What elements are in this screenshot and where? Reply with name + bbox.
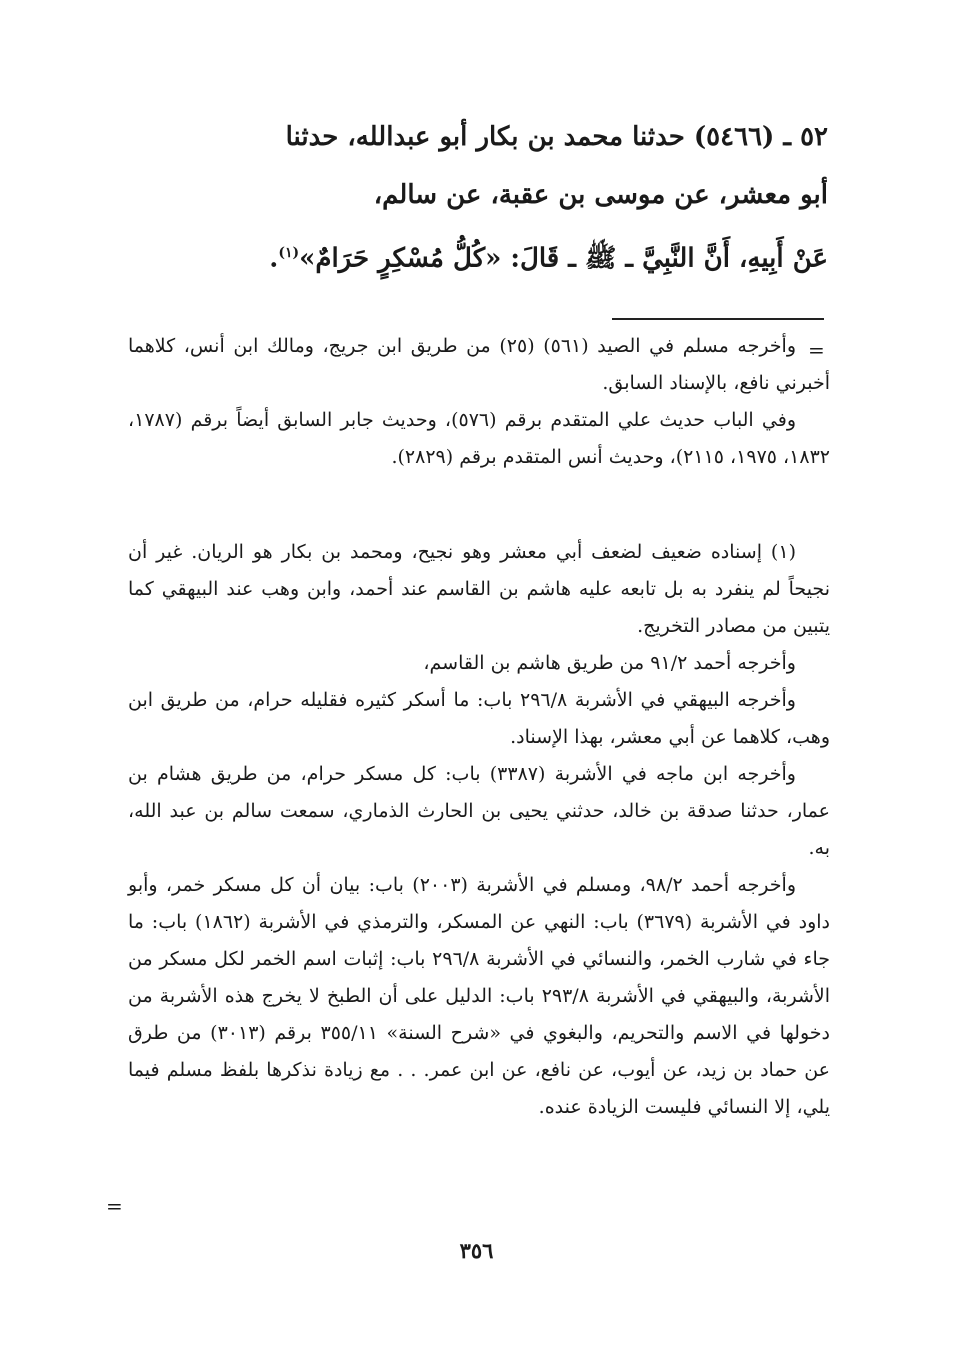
hadith-end-period: . (269, 243, 279, 274)
footnote-paragraph: وأخرجه أحمد ٩٨/٢، ومسلم في الأشربة (٢٠٠٣) باب: بيان أن كل مسكر خمر، وأبو داود في الأشربة (٣٦٧٩) باب: النهي عن المسكر، والترمذي في الأشربة (١٨٦٢) باب: ما جاء في شارب الخمر، والنسائي في الأشربة ٢٩٦/٨ باب: إثبات اسم الخمر لكل مسكر من الأشربة، والبيهقي في الأشربة ٢٩٣/٨ باب: الدليل على أن الطبخ لا يخرج هذه الأشربة من دخولها في الاسم والتحريم، والبغوي في «شرح السنة» ٣٥٥/١١ برقم (٣٠١٣) من طرق عن حماد بن زيد، عن أيوب، عن نافع، عن ابن عمر. . . مع زيادة نذكرها بلفظ مسلم فيما يلي، إلا النسائي فليست الزيادة عنده. (128, 874, 830, 1118)
hadith-line-3 (128, 224, 828, 288)
footnote-paragraph: وفي الباب حديث علي المتقدم برقم (٥٧٦)، وحديث جابر السابق أيضاً برقم (١٧٨٧، ١٨٣٢، ١٩٧٥، ٢١١٥)، وحديث أنس المتقدم برقم (٢٨٢٩). (128, 409, 830, 468)
footnote-1 (128, 534, 830, 1126)
footnote-paragraph: وأخرجه البيهقي في الأشربة ٢٩٦/٨ باب: ما أسكر كثيره فقليله حرام، من طريق ابن وهب، كلاهما عن أبي معشر، بهذا الإسناد. (128, 689, 830, 748)
footnote-separator (612, 318, 824, 320)
hadith-line-2: أبو معشر، عن موسى بن عقبة، عن سالم، (373, 180, 828, 210)
footnote-reference: (١) (278, 245, 300, 261)
footnotes-continued (128, 328, 830, 476)
footnote-paragraph: (١) إسناده ضعيف لضعف أبي معشر وهو نجيح، ومحمد بن بكار هو الريان. غير أن نجيحاً لم ينفرد به بل تابعه عليه هاشم بن القاسم عند أحمد، وابن وهب عند البيهقي كما يتبين من مصادر التخريج. (128, 541, 830, 637)
hadith-line-1: ٥٢ ـ (٥٤٦٦) حدثنا محمد بن بكار أبو عبدالله، حدثنا (285, 122, 828, 152)
footnote-paragraph: وأخرجه أحمد ٩١/٢ من طريق هاشم بن القاسم، (423, 652, 796, 674)
footnote-paragraph: وأخرجه مسلم في الصيد (٥٦١) (٢٥) من طريق ابن جريج، ومالك ابن أنس، كلاهما أخبرني نافع، بالإسناد السابق. (128, 335, 830, 394)
footnote-paragraph: وأخرجه ابن ماجه في الأشربة (٣٣٨٧) باب: كل مسكر حرام، من طريق هشام بن عمار، حدثنا صدقة بن خالد، حدثني يحيى بن الحارث الذماري، سمعت سالم بن عبد الله، به. (128, 763, 830, 859)
hadith-matn: عَنْ أَبِيهِ، أَنَّ النَّبِيَّ ـ ﷺ ـ قَالَ: «كُلُّ مُسْكِرٍ حَرَامٌ» (299, 243, 828, 274)
continuation-mark-top: = (808, 338, 825, 362)
page-number: ٣٥٦ (459, 1238, 494, 1263)
hadith-text (128, 108, 828, 288)
continuation-mark-bottom: = (106, 1194, 123, 1218)
